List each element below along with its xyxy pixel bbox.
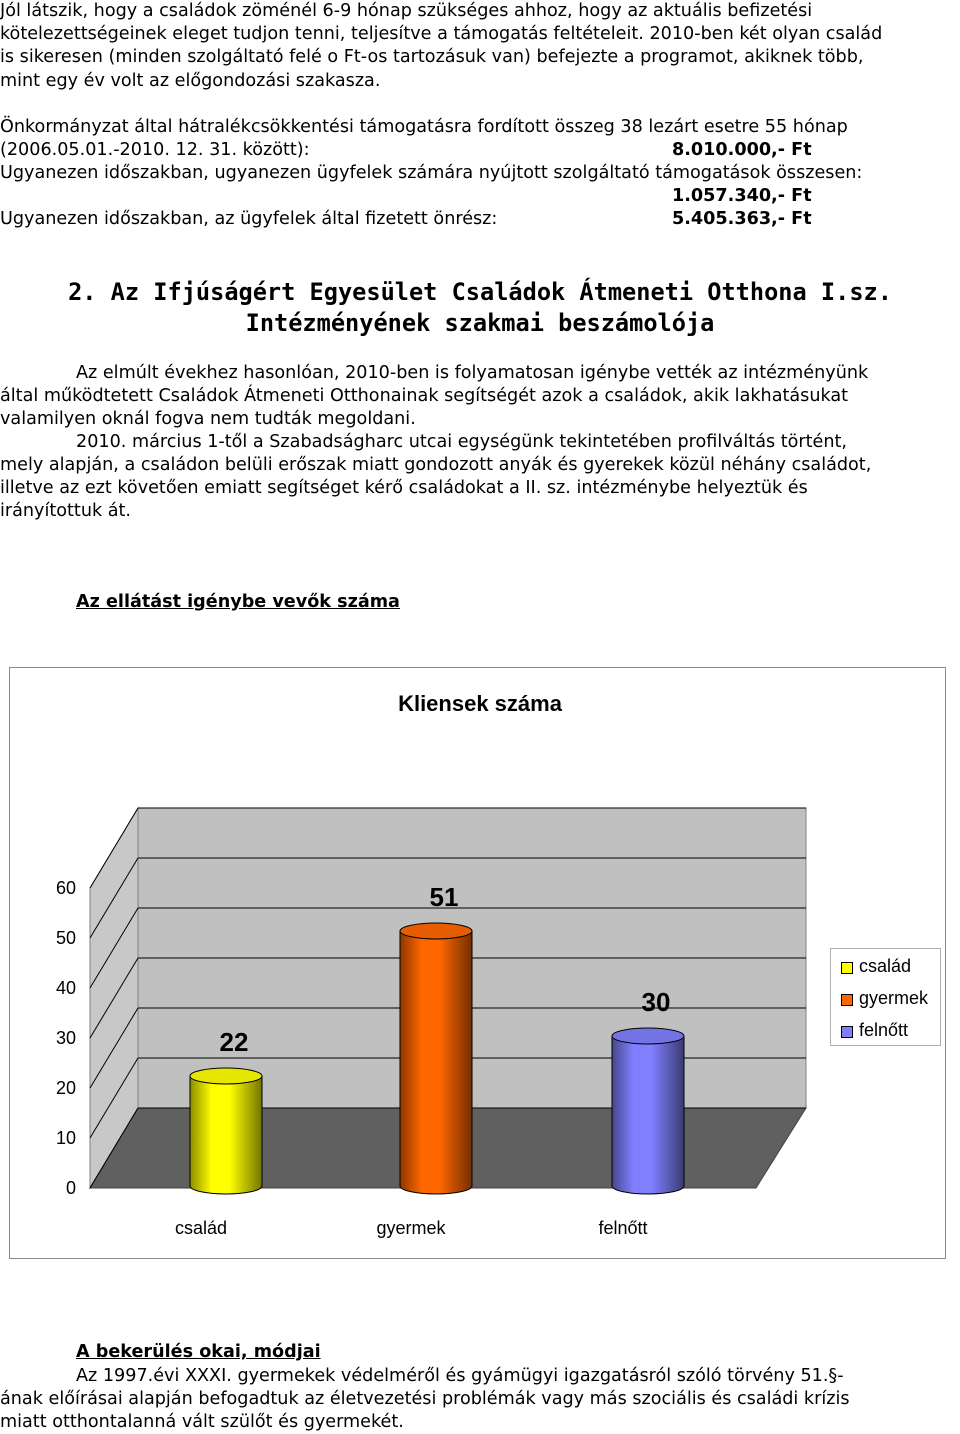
legend-label-csalad: család [859, 956, 912, 976]
body1-line-1: Az elmúlt évekhez hasonlóan, 2010-ben is folyamatosan igénybe vették az intézményünk [76, 363, 869, 383]
bar-gyermek [400, 931, 472, 1194]
chart-section-title: Az ellátást igénybe vevők száma [76, 592, 400, 612]
body2-line-3: illetve az ezt követően emiatt segítséget kérő családokat a II. sz. intézménybe helyeztük és [0, 478, 808, 498]
body1-line-2: által működtetett Családok Átmeneti Otthonainak segítségét azok a családok, akik lakhatásukat [0, 386, 849, 406]
body2-line-1: 2010. március 1-től a Szabadságharc utcai egységünk tekintetében profilváltás történt, [76, 432, 848, 452]
admission-line-3: miatt otthontalanná vált szülőt és gyermekét. [0, 1412, 404, 1432]
x-tick-label-család: család [174, 1218, 228, 1238]
y-tick-label: 30 [55, 1028, 76, 1048]
bar-család [190, 1076, 262, 1194]
bar-felnőtt [612, 1036, 684, 1194]
y-tick-label: 0 [65, 1178, 76, 1198]
intro-line-2: kötelezettségeinek eleget tudjon tenni, teljesítve a támogatás feltételeit. 2010-ben két olyan család [0, 24, 883, 44]
intro-line-1: Jól látszik, hogy a családok zöménél 6-9 hónap szükséges ahhoz, hogy az aktuális befizetési [0, 1, 813, 21]
data-label-gyermek: 51 [429, 882, 459, 912]
admission-heading: A bekerülés okai, módjai [76, 1342, 321, 1362]
x-tick-label-gyermek: gyermek [376, 1218, 446, 1238]
chart-title: Kliensek száma [398, 691, 562, 716]
y-tick-label: 40 [55, 978, 76, 998]
data-label-család: 22 [219, 1027, 249, 1057]
admission-line-2: ának előírásai alapján befogadtuk az életvezetési problémák vagy más szociális és családi krízis [0, 1389, 850, 1409]
y-tick-label: 50 [55, 928, 76, 948]
body2-line-2: mely alapján, a családon belüli erőszak miatt gondozott anyák és gyerekek közül néhány családot, [0, 455, 872, 475]
clients-chart-svg [10, 668, 947, 1260]
funding-line-1: Önkormányzat által hátralékcsökkentési támogatásra fordított összeg 38 lezárt esetre 55 hónap [0, 117, 848, 137]
legend-swatch-csalad [841, 962, 853, 974]
legend-label-felnott: felnőtt [859, 1020, 909, 1040]
funding-amount-municipality: 8.010.000,- Ft [672, 140, 812, 160]
bar-top-felnőtt [612, 1028, 684, 1044]
funding-line-4: Ugyanezen időszakban, az ügyfelek által fizetett önrész: [0, 209, 498, 229]
admission-line-1: Az 1997.évi XXXI. gyermekek védelméről és gyámügyi igazgatásról szóló törvény 51.§- [76, 1366, 844, 1386]
intro-line-3: is sikeresen (minden szolgáltató felé o Ft-os tartozásuk van) befejezte a programot, akiknek több, [0, 47, 864, 67]
legend-swatch-gyermek [841, 994, 853, 1006]
legend-label-gyermek: gyermek [859, 988, 929, 1008]
funding-amount-own-contribution: 5.405.363,- Ft [672, 209, 812, 229]
chart-legend [830, 948, 941, 1046]
body1-line-3: valamilyen oknál fogva nem tudták megoldani. [0, 409, 416, 429]
funding-amount-providers: 1.057.340,- Ft [672, 186, 812, 206]
body2-line-4: irányítottuk át. [0, 501, 132, 521]
clients-chart [9, 667, 946, 1259]
section-heading-line-1: 2. Az Ifjúságért Egyesület Családok Átmeneti Otthona I.sz. [68, 278, 892, 306]
x-tick-label-felnőtt: felnőtt [598, 1218, 648, 1238]
intro-line-4: mint egy év volt az előgondozási szakasza. [0, 71, 381, 91]
data-label-felnőtt: 30 [641, 987, 671, 1017]
bar-top-család [190, 1068, 262, 1084]
y-tick-label: 60 [55, 878, 76, 898]
funding-line-3: Ugyanezen időszakban, ugyanezen ügyfelek számára nyújtott szolgáltató támogatások összesen: [0, 163, 863, 183]
legend-swatch-felnott [841, 1026, 853, 1038]
y-tick-label: 20 [55, 1078, 76, 1098]
y-tick-label: 10 [55, 1128, 76, 1148]
bar-top-gyermek [400, 923, 472, 939]
section-heading-line-2: Intézményének szakmai beszámolója [245, 309, 715, 337]
funding-line-2: (2006.05.01.-2010. 12. 31. között): [0, 140, 310, 160]
